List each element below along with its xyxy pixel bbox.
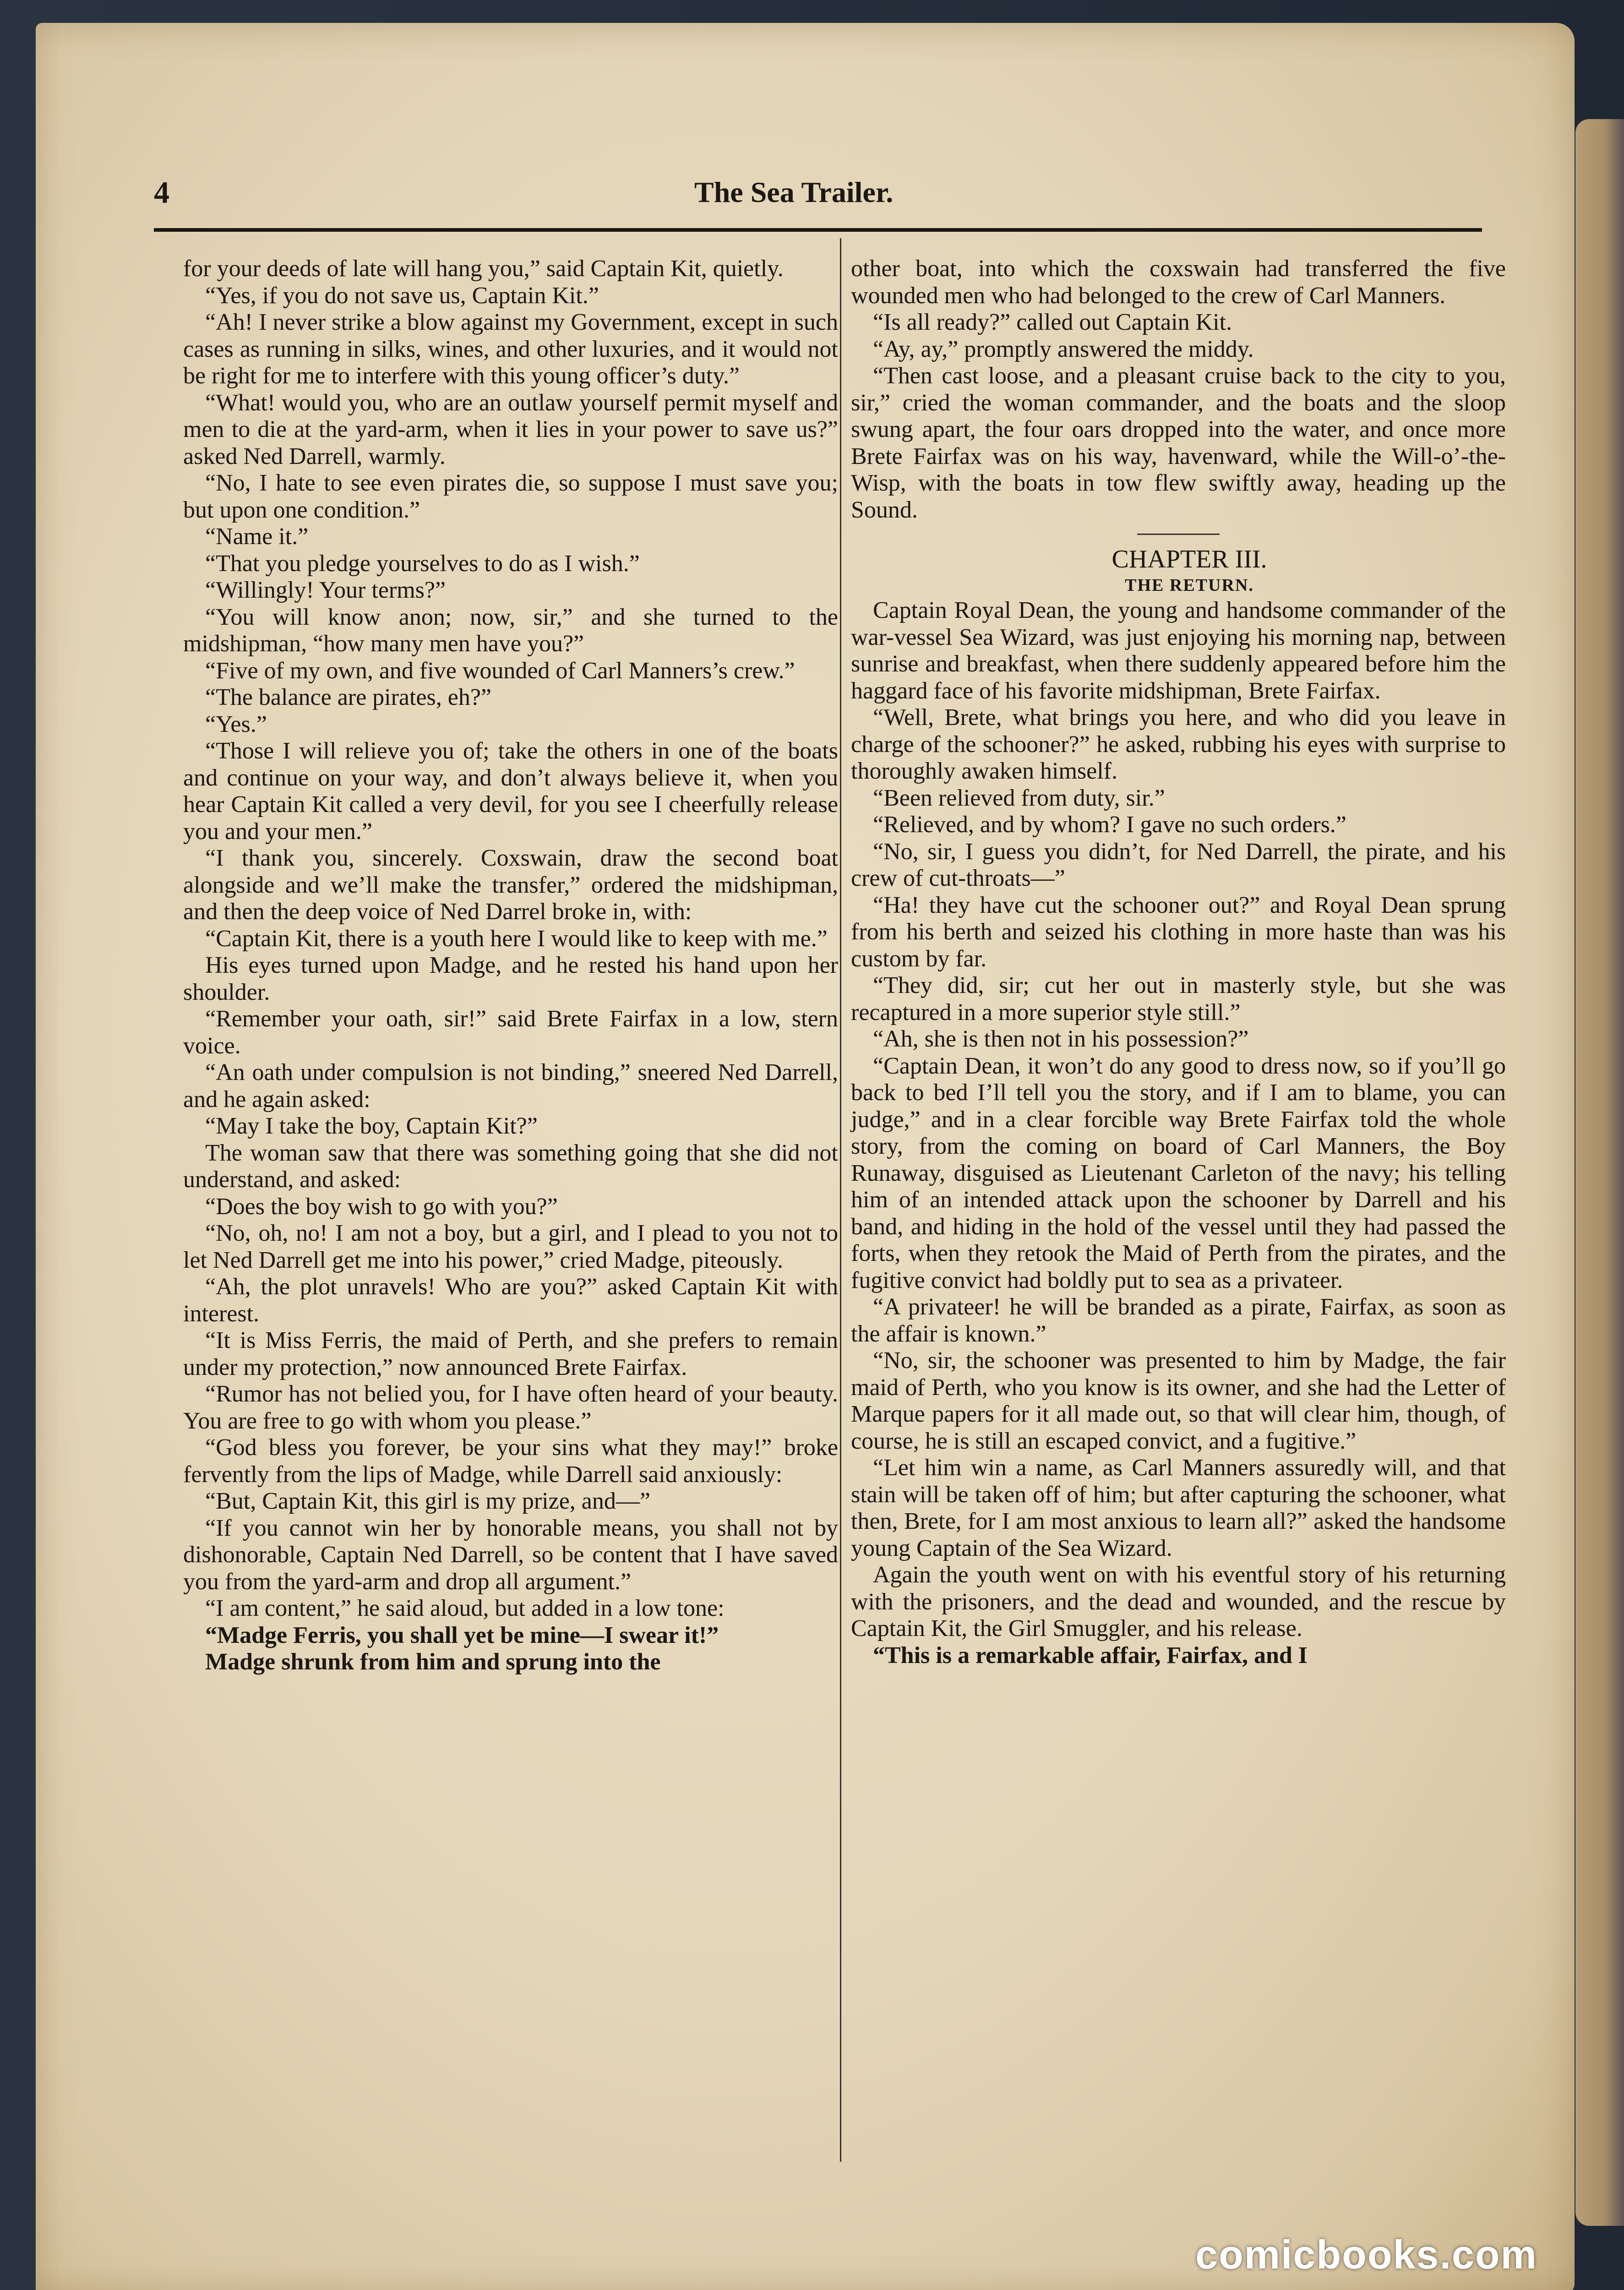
- paragraph: “Been relieved from duty, sir.”: [873, 785, 1165, 811]
- paragraph: Again the youth went on with his eventful story of his returning with the prisoners, and the dead and wounded, and the rescue by Captain Kit, the Girl Smuggler, and his release.: [851, 1562, 1506, 1641]
- right-column: [851, 256, 1506, 1669]
- paragraph: “What! would you, who are an outlaw yourself permit myself and men to die at the yard-arm, when it lies in your power to save us?” asked Ned Darrell, warmly.: [183, 389, 838, 469]
- chapter-heading: CHAPTER III.: [1112, 545, 1267, 573]
- paragraph: “Then cast loose, and a pleasant cruise back to the city to you, sir,” cried the woman commander, and the boats and the sloop swung apart, the four oars dropped into the water, and once more Brete Fairfax was on his way, havenward, while the Will-o’-the-Wisp, with the boats in tow flew swiftly away, heading up the Sound.: [851, 363, 1506, 523]
- left-column: [183, 256, 838, 1676]
- paragraph: for your deeds of late will hang you,” said Captain Kit, quietly.: [183, 256, 784, 282]
- paragraph: “No, sir, I guess you didn’t, for Ned Darrell, the pirate, and his crew of cut-throats—”: [851, 838, 1506, 891]
- paragraph: The woman saw that there was something going that she did not understand, and asked:: [183, 1140, 838, 1193]
- watermark: comicbooks.com: [1195, 2232, 1537, 2277]
- paragraph: “Those I will relieve you of; take the others in one of the boats and continue on your way, and don’t always believe it, when you hear Captain Kit called a very devil, for you see I cheerfully release you and your men.”: [183, 738, 838, 845]
- paragraph: “Name it.”: [205, 523, 309, 550]
- paragraph: “Yes, if you do not save us, Captain Kit.”: [205, 282, 599, 309]
- running-title: The Sea Trailer.: [694, 176, 894, 208]
- paragraph: “But, Captain Kit, this girl is my prize, and—”: [205, 1488, 650, 1514]
- paragraph: “Willingly! Your terms?”: [205, 577, 446, 603]
- paragraph: “God bless you forever, be your sins what they may!” broke fervently from the lips of Madge, while Darrell said anxiously:: [183, 1434, 838, 1488]
- paragraph: “Is all ready?” called out Captain Kit.: [873, 309, 1232, 335]
- page-number: 4: [154, 175, 169, 210]
- paragraph: “No, oh, no! I am not a boy, but a girl, and I plead to you not to let Ned Darrell get me into his power,” cried Madge, piteously.: [183, 1220, 838, 1273]
- paragraph: “If you cannot win her by honorable means, you shall not by dishonorable, Captain Ned Darrell, so be content that I have saved you from the yard-arm and drop all argument.”: [183, 1515, 838, 1595]
- column-divider: [840, 238, 841, 2162]
- paragraph: “Let him win a name, as Carl Manners assuredly will, and that stain will be taken off of him; but after capturing the schooner, what then, Brete, for I am most anxious to learn all?” asked the handsome young Captain of the Sea Wizard.: [851, 1455, 1506, 1561]
- paragraph: “Captain Dean, it won’t do any good to dress now, so if you’ll go back to bed I’ll tell you the story, and if I am to blame, you can judge,” and in a clear forcible way Brete Fairfax told the whole story, from the coming on board of Carl Manners, the Boy Runaway, disguised as Lieutenant Carleton of the navy; his telling him of an intended attack upon the schooner by Darrell and his band, and hiding in the hold of the vessel until they had passed the forts, when they retook the Maid of Perth from the pirates, and the fugitive convict had boldly put to sea as a privateer.: [851, 1052, 1506, 1293]
- paragraph: “Ha! they have cut the schooner out?” and Royal Dean sprung from his berth and seized his clothing in more haste than was his custom by far.: [851, 892, 1506, 972]
- adjacent-page-edge: [1575, 119, 1624, 2226]
- paragraph: “No, sir, the schooner was presented to him by Madge, the fair maid of Perth, who you know is its owner, and she had the Letter of Marque papers for it all made out, so that will clear him, though, of course, he is still an escaped convict, and a fugitive.”: [851, 1347, 1506, 1454]
- paragraph: “Yes.”: [205, 711, 267, 737]
- paragraph: “Ah! I never strike a blow against my Government, except in such cases as running in silks, wines, and other luxuries, and it would not be right for me to interfere with this young officer’s duty.”: [183, 309, 838, 389]
- chapter-subheading: THE RETURN.: [1125, 576, 1254, 595]
- paragraph: “Ah, the plot unravels! Who are you?” asked Captain Kit with interest.: [183, 1274, 838, 1327]
- header-rule: [154, 228, 1482, 232]
- paragraph: “Does the boy wish to go with you?”: [205, 1193, 558, 1220]
- paragraph: other boat, into which the coxswain had transferred the five wounded men who had belonged to the crew of Carl Manners.: [851, 256, 1506, 309]
- paragraph: “Ay, ay,” promptly answered the middy.: [873, 336, 1254, 362]
- paragraph: “Ah, she is then not in his possession?”: [873, 1026, 1249, 1052]
- paragraph: “Rumor has not belied you, for I have often heard of your beauty. You are free to go with whom you please.”: [183, 1381, 838, 1434]
- paragraph: “Five of my own, and five wounded of Carl Manners’s crew.”: [205, 657, 795, 684]
- paragraph: “That you pledge yourselves to do as I wish.”: [205, 550, 640, 577]
- chapter-divider: [1137, 534, 1220, 535]
- paragraph: “May I take the boy, Captain Kit?”: [205, 1113, 538, 1139]
- paragraph: Captain Royal Dean, the young and handsome commander of the war-vessel Sea Wizard, was just enjoying his morning nap, between sunrise and breakfast, when there suddenly appeared before him the haggard face of his favorite midshipman, Brete Fairfax.: [851, 597, 1506, 704]
- paragraph: Madge shrunk from him and sprung into the: [205, 1649, 661, 1675]
- paragraph: “Madge Ferris, you shall yet be mine—I swear it!”: [205, 1622, 719, 1648]
- paragraph: “I thank you, sincerely. Coxswain, draw the second boat alongside and we’ll make the transfer,” ordered the midshipman, and then the deep voice of Ned Darrel broke in, with:: [183, 845, 838, 925]
- paragraph: “Remember your oath, sir!” said Brete Fairfax in a low, stern voice.: [183, 1006, 838, 1059]
- paragraph: “I am content,” he said aloud, but added in a low tone:: [205, 1595, 725, 1621]
- paragraph: “This is a remarkable affair, Fairfax, and I: [873, 1642, 1308, 1668]
- paragraph: “You will know anon; now, sir,” and she turned to the midshipman, “how many men have you?”: [183, 604, 838, 657]
- paragraph: His eyes turned upon Madge, and he rested his hand upon her shoulder.: [183, 952, 838, 1005]
- paragraph: “An oath under compulsion is not binding,” sneered Ned Darrell, and he again asked:: [183, 1059, 838, 1112]
- page-header: [154, 169, 1482, 215]
- paragraph: “A privateer! he will be branded as a pirate, Fairfax, as soon as the affair is known.”: [851, 1294, 1506, 1347]
- paragraph: “They did, sir; cut her out in masterly style, but she was recaptured in a more superior style still.”: [851, 972, 1506, 1025]
- paragraph: “It is Miss Ferris, the maid of Perth, and she prefers to remain under my protection,” now announced Brete Fairfax.: [183, 1327, 838, 1380]
- paragraph: “Well, Brete, what brings you here, and who did you leave in charge of the schooner?” he asked, rubbing his eyes with surprise to thoroughly awaken himself.: [851, 704, 1506, 784]
- paragraph: “The balance are pirates, eh?”: [205, 684, 492, 710]
- paragraph: “Captain Kit, there is a youth here I would like to keep with me.”: [205, 925, 828, 952]
- paragraph: “Relieved, and by whom? I gave no such orders.”: [873, 812, 1346, 838]
- paragraph: “No, I hate to see even pirates die, so suppose I must save you; but upon one condition.”: [183, 470, 838, 523]
